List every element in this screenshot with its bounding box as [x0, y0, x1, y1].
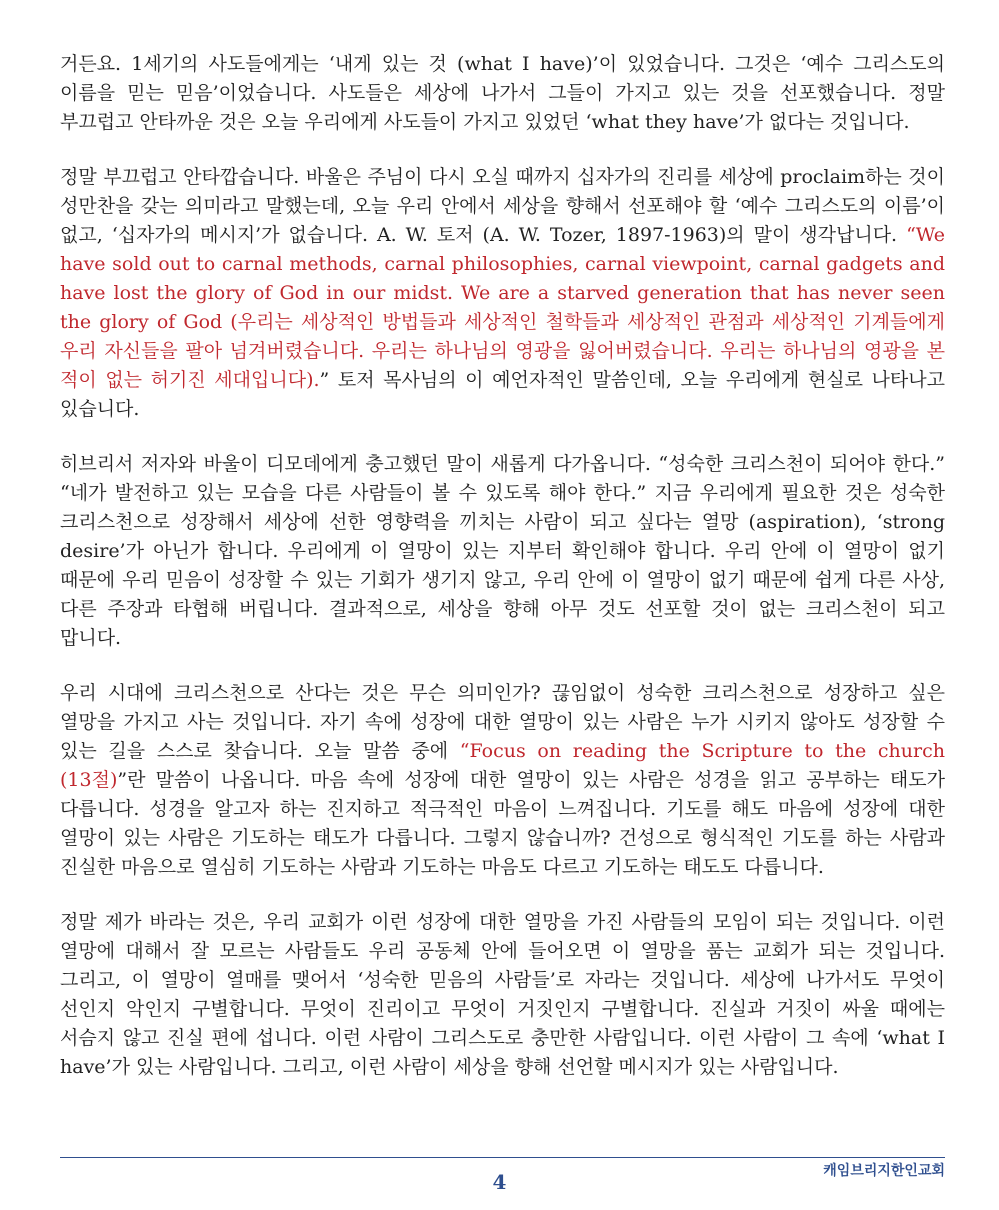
paragraph-2	[60, 163, 945, 424]
scripture-quote: “Focus on reading the Scripture to the church (13절)	[60, 740, 945, 791]
page-number: 4	[492, 1170, 507, 1194]
church-name: 캐임브리지한인교회	[823, 1163, 945, 1179]
paragraph-3: 히브리서 저자와 바울이 디모데에게 충고했던 말이 새롭게 다가옵니다. “성숙한 크리스천이 되어야 한다.” “네가 발전하고 있는 모습을 다른 사람들이 볼 수 있도록 해야 한다.” 지금 우리에게 필요한 것은 성숙한 크리스천으로 성장해서 세상에 선한 영향력을 끼치는 사람이 되고 싶다는 열망 (aspiration), ‘strong desire’가 아닌가 합니다. 우리에게 이 열망이 있는 지부터 확인해야 합니다. 우리 안에 이 열망이 없기 때문에 우리 믿음이 성장할 수 있는 기회가 생기지 않고, 우리 안에 이 열망이 없기 때문에 쉽게 다른 사상, 다른 주장과 타협해 버립니다. 결과적으로, 세상을 향해 아무 것도 선포할 것이 없는 크리스천이 되고 맙니다.	[60, 453, 945, 649]
paragraph-4-intro: 우리 시대에 크리스천으로 산다는 것은 무슨 의미인가? 끊임없이 성숙한 크리스천으로 성장하고 싶은 열망을 가지고 사는 것입니다. 자기 속에 성장에 대한 열망이 있는 사람은 누가 시키지 않아도 성장할 수 있는 길을 스스로 찾습니다. 오늘 말씀 중에	[60, 682, 945, 762]
paragraph-2-intro: 정말 부끄럽고 안타깝습니다. 바울은 주님이 다시 오실 때까지 십자가의 진리를 세상에 proclaim하는 것이 성만찬을 갖는 의미라고 말했는데, 오늘 우리 안에서 세상을 향해서 선포해야 할 ‘예수 그리스도의 이름’이 없고, ‘십자가의 메시지’가 없습니다. A. W. 토저 (A. W. Tozer, 1897-1963)의 말이 생각납니다.	[60, 166, 945, 246]
document-body	[60, 50, 945, 1108]
paragraph-5: 정말 제가 바라는 것은, 우리 교회가 이런 성장에 대한 열망을 가진 사람들의 모임이 되는 것입니다. 이런 열망에 대해서 잘 모르는 사람들도 우리 공동체 안에 들어오면 이 열망을 품는 교회가 되는 것입니다. 그리고, 이 열망이 열매를 맺어서 ‘성숙한 믿음의 사람들’로 자라는 것입니다. 세상에 나가서도 무엇이 선인지 악인지 구별합니다. 무엇이 진리이고 무엇이 거짓인지 구별합니다. 진실과 거짓이 싸울 때에는 서슴지 않고 진실 편에 섭니다. 이런 사람이 그리스도로 충만한 사람입니다. 이런 사람이 그 속에 ‘what I have’가 있는 사람입니다. 그리고, 이런 사람이 세상을 향해 선언할 메시지가 있는 사람입니다.	[60, 911, 945, 1078]
paragraph-4-outro: ”란 말씀이 나옵니다. 마음 속에 성장에 대한 열망이 있는 사람은 성경을 읽고 공부하는 태도가 다릅니다. 성경을 알고자 하는 진지하고 적극적인 마음이 느껴집니다. 기도를 해도 마음에 성장에 대한 열망이 있는 사람은 기도하는 태도가 다릅니다. 그렇지 않습니까? 건성으로 형식적인 기도를 하는 사람과 진실한 마음으로 열심히 기도하는 사람과 기도하는 마음도 다르고 기도하는 태도도 다릅니다.	[60, 769, 945, 878]
paragraph-1: 거든요. 1세기의 사도들에게는 ‘내게 있는 것 (what I have)’이 있었습니다. 그것은 ‘예수 그리스도의 이름을 믿는 믿음’이었습니다. 사도들은 세상에 나가서 그들이 가지고 있는 것을 선포했습니다. 정말 부끄럽고 안타까운 것은 오늘 우리에게 사도들이 가지고 있었던 ‘what they have’가 없다는 것입니다.	[60, 53, 945, 133]
paragraph-2-outro: ” 토저 목사님의 이 예언자적인 말씀인데, 오늘 우리에게 현실로 나타나고 있습니다.	[60, 369, 945, 420]
footer-divider	[60, 1157, 945, 1158]
paragraph-4	[60, 679, 945, 882]
tozer-quote: “We have sold out to carnal methods, carnal philosophies, carnal viewpoint, carnal gadgets and have lost the glory of God in our midst. We are a starved generation that has never seen the glory of God (우리는 세상적인 방법들과 세상적인 철학들과 세상적인 관점과 세상적인 기계들에게 우리 자신들을 팔아 넘겨버렸습니다. 우리는 하나님의 영광을 잃어버렸습니다. 우리는 하나님의 영광을 본 적이 없는 허기진 세대입니다).	[60, 224, 945, 391]
